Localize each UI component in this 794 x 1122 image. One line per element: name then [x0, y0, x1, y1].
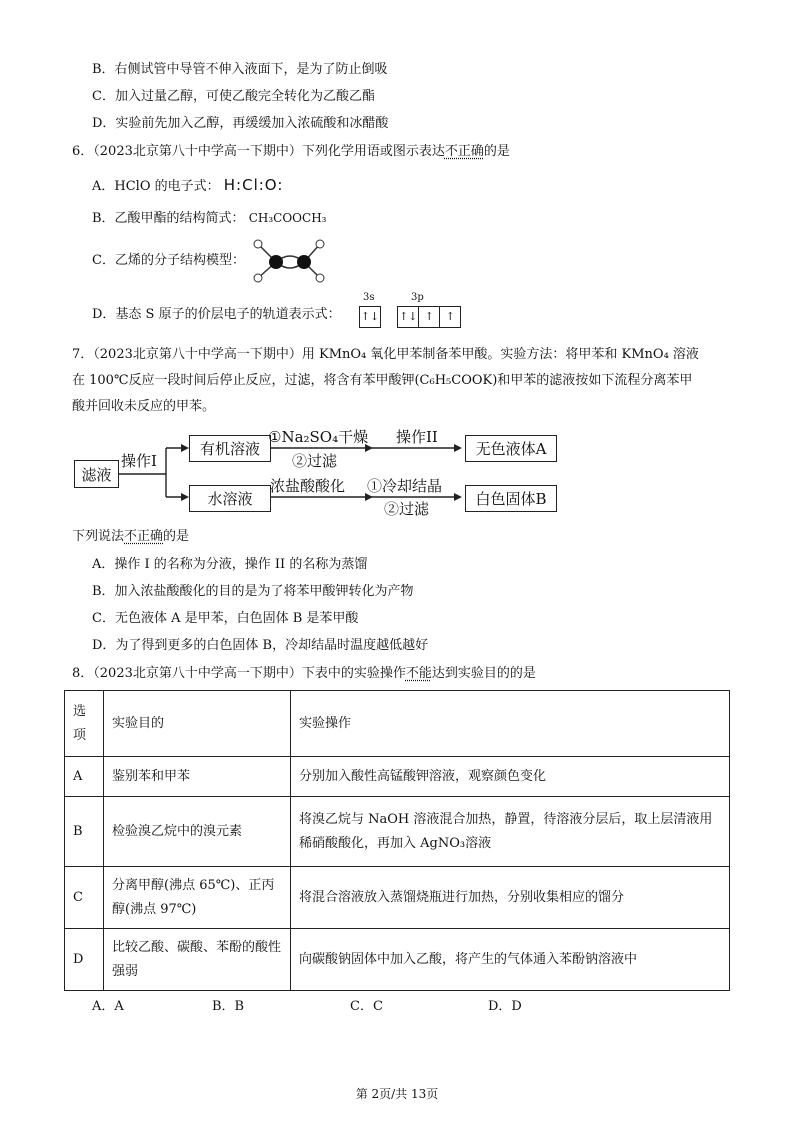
hclo-electron-formula: H:Cl:O: [223, 176, 284, 194]
q7-source: （2023北京第八十中学高一下期中） [93, 347, 302, 362]
operation-2-label: 操作II [396, 428, 438, 446]
q8-answer-d: D．D [488, 999, 522, 1014]
row-b-goal: 检验溴乙烷中的溴元素 [104, 797, 291, 867]
row-a-goal: 鉴别苯和甲苯 [104, 757, 291, 797]
row-a-operation: 分别加入酸性高锰酸钾溶液，观察颜色变化 [291, 757, 730, 797]
q7-prompt-emphasis: 不正确 [124, 529, 164, 544]
q7-option-a: A．操作 I 的名称为分液，操作 II 的名称为蒸馏 [92, 557, 368, 572]
table-row [65, 797, 730, 867]
filter-step-1-label: ②过滤 [292, 452, 338, 470]
row-a-option: A [65, 757, 104, 797]
q6-option-d: D．基态 S 原子的价层电子的轨道表示式： [92, 307, 341, 322]
q8-answer-a: A．A [92, 999, 124, 1014]
row-c-option: C [65, 867, 104, 929]
q7-option-c: C．无色液体 A 是甲苯，白色固体 B 是苯甲酸 [92, 611, 359, 626]
q8-answer-c: C．C [350, 999, 383, 1014]
q6-stem-text: 下列化学用语或图示表达 [301, 144, 445, 159]
q7-option-b: B．加入浓盐酸酸化的目的是为了将苯甲酸钾转化为产物 [92, 584, 414, 599]
header-goal: 实验目的 [104, 691, 291, 757]
row-d-operation: 向碳酸钠固体中加入乙酸，将产生的气体通入苯酚钠溶液中 [291, 929, 730, 991]
methyl-acetate-formula: CH₃COOCH₃ [248, 211, 327, 225]
cool-crystallize-label: ①冷却结晶 [367, 477, 443, 495]
q7-number: 7． [72, 347, 94, 362]
orbital-3p-label: 3p [411, 292, 424, 303]
orbital-3s-label: 3s [363, 292, 375, 303]
q6-stem-end: 的是 [483, 144, 510, 159]
q7-prompt [72, 528, 189, 546]
orbital-3p-box-1: ↑↓ [397, 306, 419, 328]
q6-stem-emphasis: 不正确 [444, 144, 484, 159]
acidify-step-label: 浓盐酸酸化 [270, 477, 346, 495]
white-solid-b-box: 白色固体B [465, 485, 557, 512]
q6-option-a-text: A．HClO 的电子式： [92, 179, 220, 194]
page-footer: 第 2页/共 13页 [355, 1087, 439, 1101]
colorless-liquid-a-box: 无色液体A [465, 435, 557, 462]
operation-1-label: 操作I [121, 452, 157, 470]
q8-stem-text: 下表中的实验操作 [301, 666, 406, 681]
experiment-table [64, 690, 730, 991]
q5-option-b: B．右侧试管中导管不伸入液面下，是为了防止倒吸 [92, 62, 388, 77]
filter-step-2-label: ②过滤 [384, 500, 430, 518]
header-operation: 实验操作 [291, 691, 730, 757]
q7-line1-text: 用 KMnO₄ 氧化甲苯制备苯甲酸。实验方法：将甲苯和 KMnO₄ 溶液 [301, 347, 699, 362]
filtrate-box: 滤液 [74, 460, 119, 488]
orbital-3p-box-2: ↑ [419, 306, 440, 328]
q8-answer-b: B．B [212, 999, 245, 1014]
q6-option-c: C．乙烯的分子结构模型： [92, 253, 245, 268]
q8-stem-emphasis: 不能 [405, 666, 432, 681]
q7-stem-line3: 酸并回收未反应的甲苯。 [72, 399, 216, 414]
q7-option-d: D．为了得到更多的白色固体 B，冷却结晶时温度越低越好 [92, 638, 429, 653]
organic-solution-box: 有机溶液 [189, 435, 271, 462]
dry-step-label: ①Na₂SO₄干燥 [268, 428, 369, 446]
q8-number: 8． [72, 666, 94, 681]
q6-number: 6． [72, 144, 94, 159]
row-d-option: D [65, 929, 104, 991]
q8-source: （2023北京第八十中学高一下期中） [93, 666, 302, 681]
q7-prompt-end: 的是 [163, 529, 190, 544]
q8-stem [72, 665, 536, 683]
table-header-row [65, 691, 730, 757]
q8-stem-end: 达到实验目的的是 [431, 666, 536, 681]
q7-stem-line2: 在 100℃反应一段时间后停止反应，过滤，将含有苯甲酸钾(C₆H₅COOK)和甲苯的滤液按如下流程分离苯甲 [72, 373, 693, 388]
header-option: 选项 [65, 691, 104, 757]
orbital-3p-box-3: ↑ [440, 306, 461, 328]
q6-option-b-text: B．乙酸甲酯的结构简式： [92, 211, 245, 226]
table-row [65, 757, 730, 797]
table-row [65, 867, 730, 929]
q7-prompt-text: 下列说法 [72, 529, 125, 544]
q6-source: （2023北京第八十中学高一下期中） [93, 144, 302, 159]
row-c-operation: 将混合溶液放入蒸馏烧瓶进行加热，分别收集相应的馏分 [291, 867, 730, 929]
table-row [65, 929, 730, 991]
q5-option-d: D．实验前先加入乙醇，再缓缓加入浓硫酸和冰醋酸 [92, 116, 389, 131]
orbital-3s-box: ↑↓ [359, 306, 381, 328]
aqueous-solution-box: 水溶液 [189, 485, 271, 512]
row-c-goal: 分离甲醇(沸点 65℃)、正丙醇(沸点 97℃) [104, 867, 291, 929]
row-d-goal: 比较乙酸、碳酸、苯酚的酸性强弱 [104, 929, 291, 991]
row-b-option: B [65, 797, 104, 867]
q5-option-c: C．加入过量乙醇，可使乙酸完全转化为乙酸乙酯 [92, 89, 375, 104]
row-b-operation: 将溴乙烷与 NaOH 溶液混合加热，静置，待溶液分层后，取上层清液用稀硝酸酸化，再加入 AgNO₃溶液 [291, 797, 730, 867]
